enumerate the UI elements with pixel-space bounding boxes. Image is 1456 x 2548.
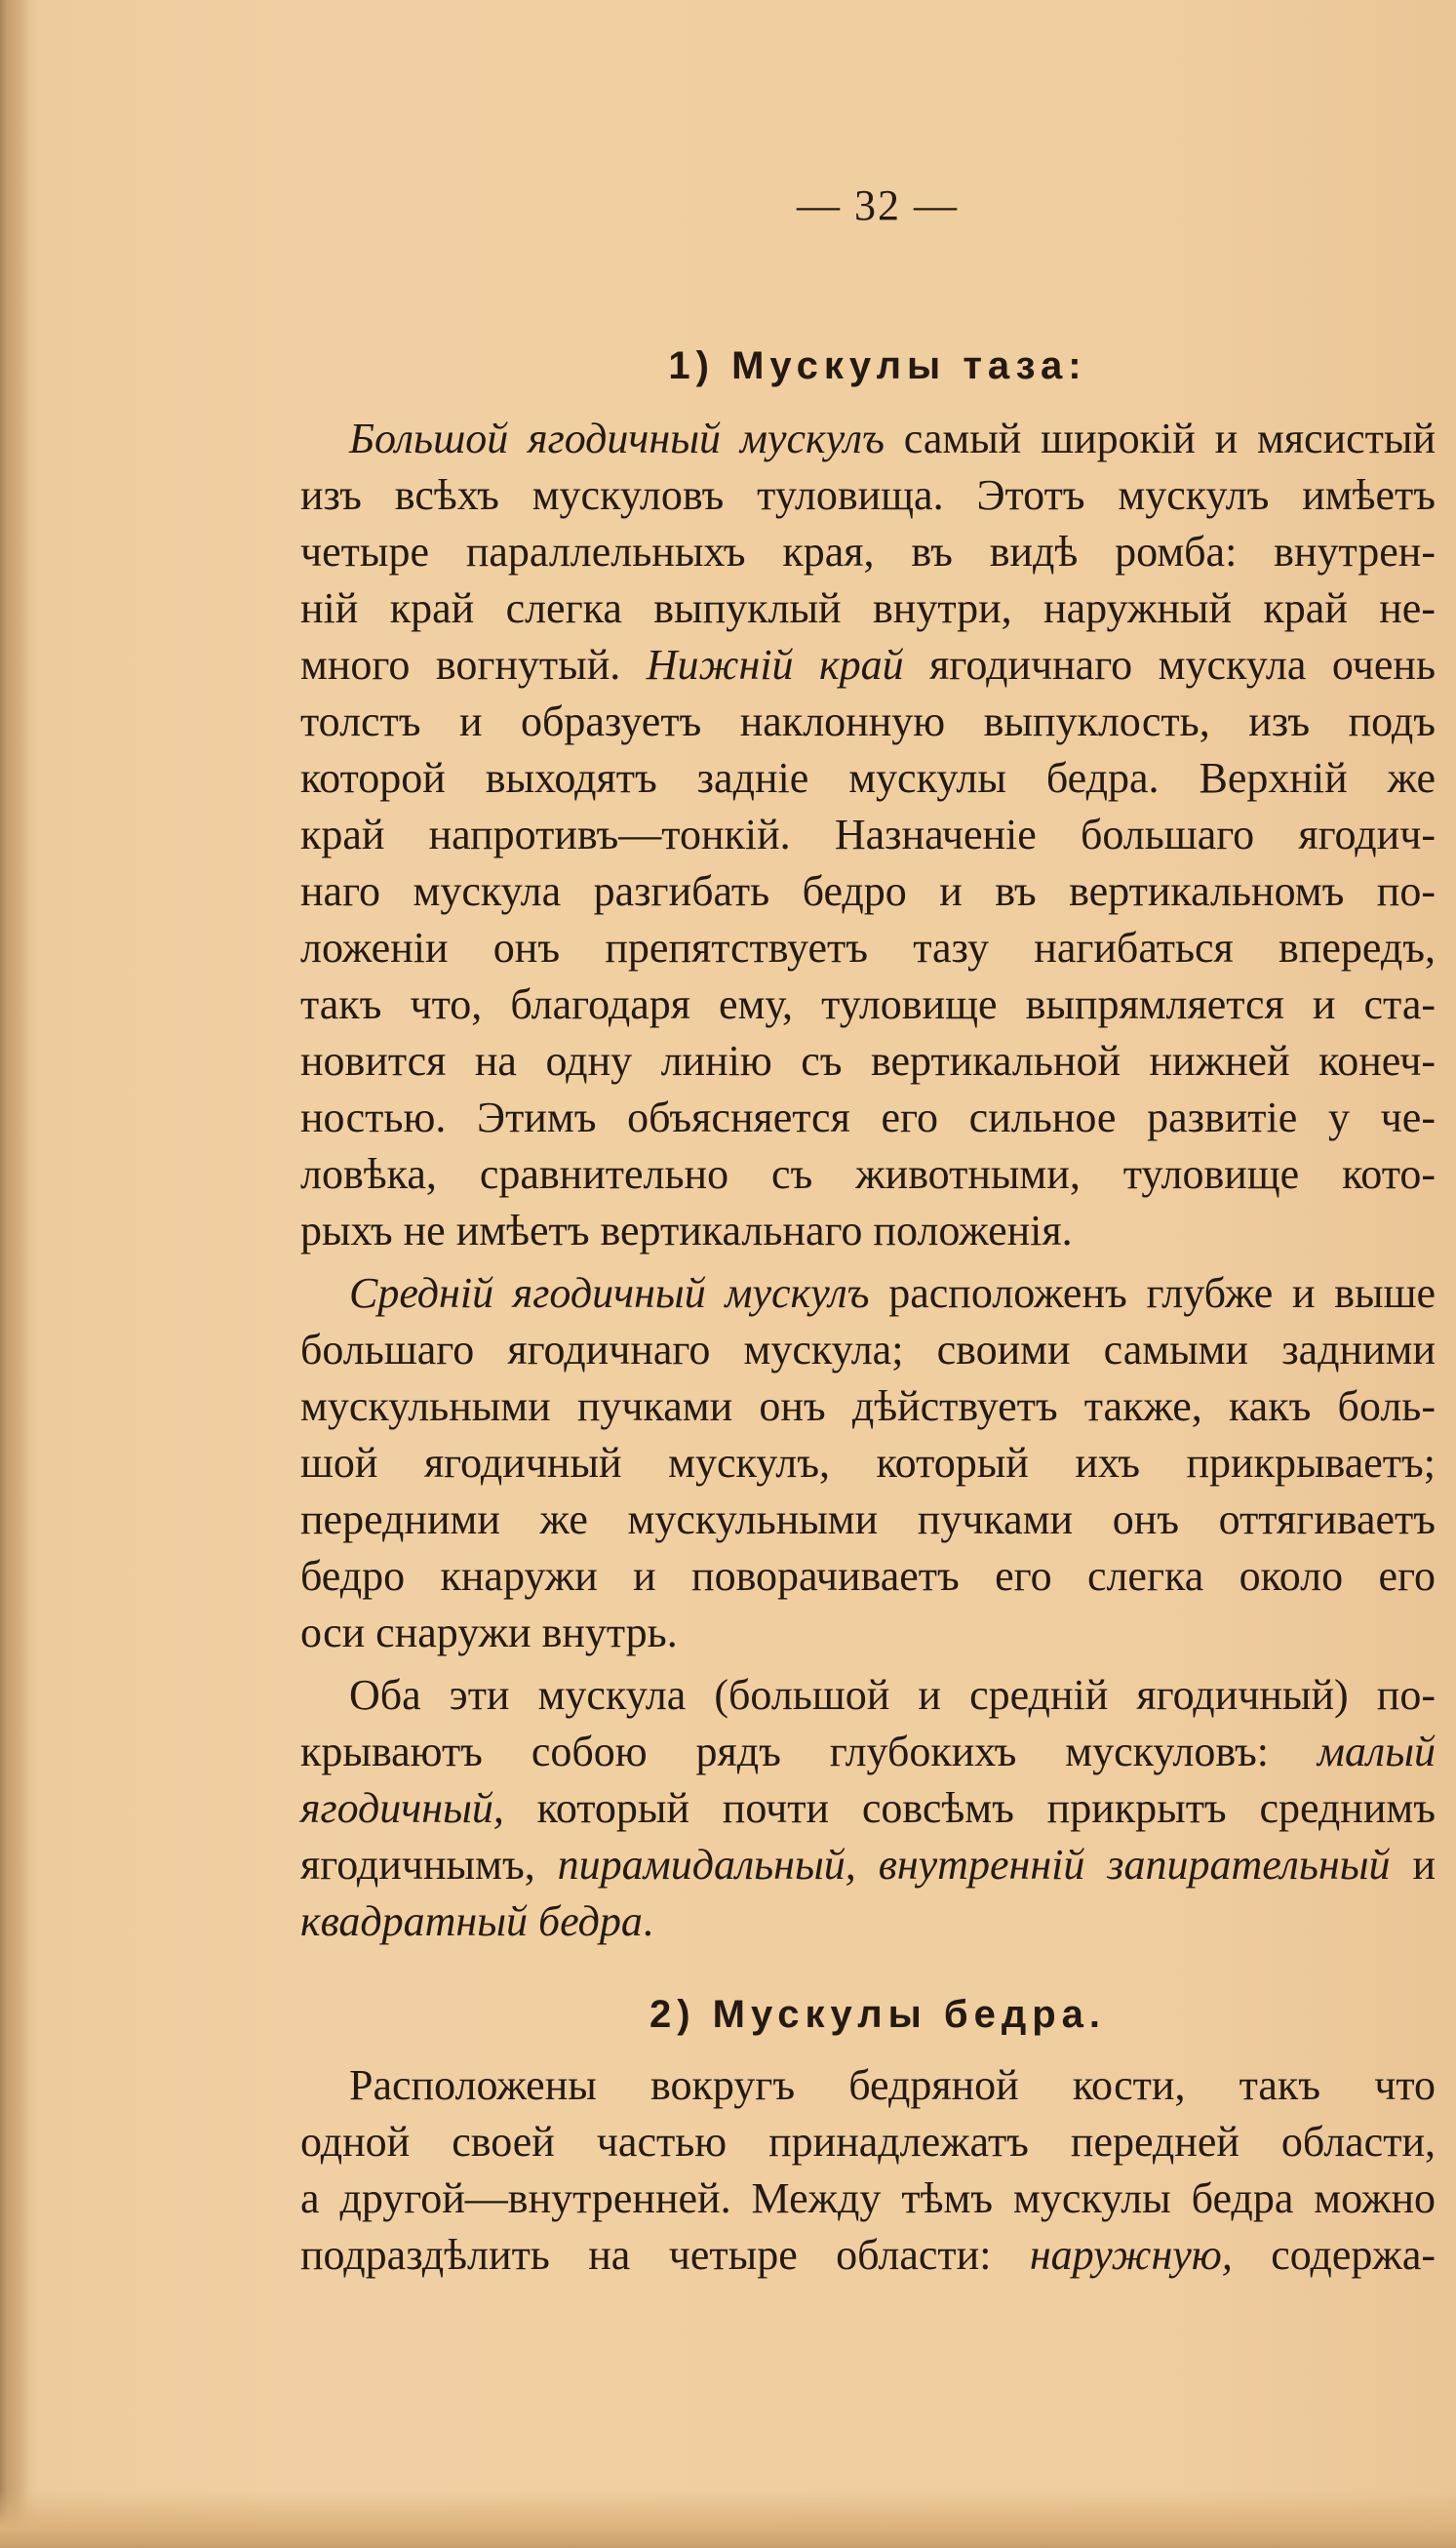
para1-line: четыре параллельныхъ края, въ видѣ ромба: внутрен-	[300, 528, 1436, 576]
term-lateral-region: наружную,	[1029, 2231, 1233, 2279]
para1-line: рыхъ не имѣетъ вертикальнаго положенія.	[300, 1207, 1073, 1254]
term-lower-edge: Нижній край	[646, 641, 904, 689]
para1-line: ній край слегка выпуклый внутри, наружный край не-	[300, 584, 1436, 632]
section-heading-pelvis: 1) Мускулы таза:	[668, 344, 1087, 387]
para1-line: которой выходятъ задніе мускулы бедра. Верхній же	[300, 754, 1436, 802]
para1-line: край напротивъ—тонкій. Назначеніе большаго ягодич-	[300, 811, 1436, 858]
para3-line: квадратный бедра.	[300, 1897, 653, 1945]
para2-line: мускульными пучками онъ дѣйствуетъ также, какъ боль-	[300, 1382, 1436, 1430]
para3-line: Оба эти мускула (большой и средній ягодичный) по-	[349, 1671, 1436, 1719]
page-number: — 32 —	[797, 181, 959, 229]
para4-line: Расположены вокругъ бедряной кости, такъ что	[349, 2061, 1436, 2109]
para1-line: ловѣка, сравнительно съ животными, туловище кото-	[300, 1150, 1436, 1198]
page-bottom-shadow	[0, 2489, 1456, 2548]
term-piriformis-obturator: пирамидальный, внутренній запирательный	[557, 1841, 1391, 1889]
para4-line: подраздѣлить на четыре области: наружную, содержа-	[300, 2231, 1436, 2279]
para1-line: наго мускула разгибать бедро и въ вертикальномъ по-	[300, 867, 1436, 915]
para1-line: ложеніи онъ препятствуетъ тазу нагибаться впередъ,	[300, 924, 1436, 972]
para2-line: бедро кнаружи и поворачиваетъ его слегка около его	[300, 1552, 1436, 1600]
para4-line: одной своей частью принадлежатъ передней области,	[300, 2118, 1436, 2166]
para1-line: такъ что, благодаря ему, туловище выпрямляется и ста-	[300, 980, 1436, 1028]
para2-line: оси снаружи внутрь.	[300, 1609, 678, 1656]
para2-line: шой ягодичный мускулъ, который ихъ прикрываетъ;	[300, 1439, 1436, 1487]
term-gluteus-maximus: Большой ягодичный мускулъ	[349, 415, 885, 462]
para1-line: ностью. Этимъ объясняется его сильное развитіе у че-	[300, 1094, 1436, 1141]
para1-line: Большой ягодичный мускулъ самый широкій и мясистый	[349, 415, 1436, 462]
para3-line: ягодичнымъ, пирамидальный, внутренній запирательный и	[300, 1841, 1436, 1889]
term-quadratus-femoris: квадратный бедра	[300, 1897, 643, 1945]
para4-line: а другой—внутренней. Между тѣмъ мускулы бедра можно	[300, 2174, 1436, 2222]
para2-line: большаго ягодичнаго мускула; своими самыми задними	[300, 1326, 1436, 1374]
para3-line: крываютъ собою рядъ глубокихъ мускуловъ: малый	[300, 1728, 1436, 1775]
term-gluteus-minimus: малый	[1317, 1728, 1436, 1775]
para2-line: Средній ягодичный мускулъ расположенъ глубже и выше	[349, 1269, 1436, 1317]
term-gluteus-medius: Средній ягодичный мускулъ	[349, 1269, 870, 1317]
para1-line: новится на одну линію съ вертикальной нижней конеч-	[300, 1037, 1436, 1085]
para3-line: ягодичный, который почти совсѣмъ прикрытъ среднимъ	[300, 1784, 1436, 1832]
para1-line: много вогнутый. Нижній край ягодичнаго мускула очень	[300, 641, 1436, 689]
para1-line: толстъ и образуетъ наклонную выпуклость, изъ подъ	[300, 697, 1436, 745]
section-heading-thigh: 2) Мускулы бедра.	[649, 1993, 1107, 2036]
para2-line: передними же мускульными пучками онъ оттягиваетъ	[300, 1495, 1436, 1543]
para1-line: изъ всѣхъ мускуловъ туловища. Этотъ мускулъ имѣетъ	[300, 471, 1436, 519]
